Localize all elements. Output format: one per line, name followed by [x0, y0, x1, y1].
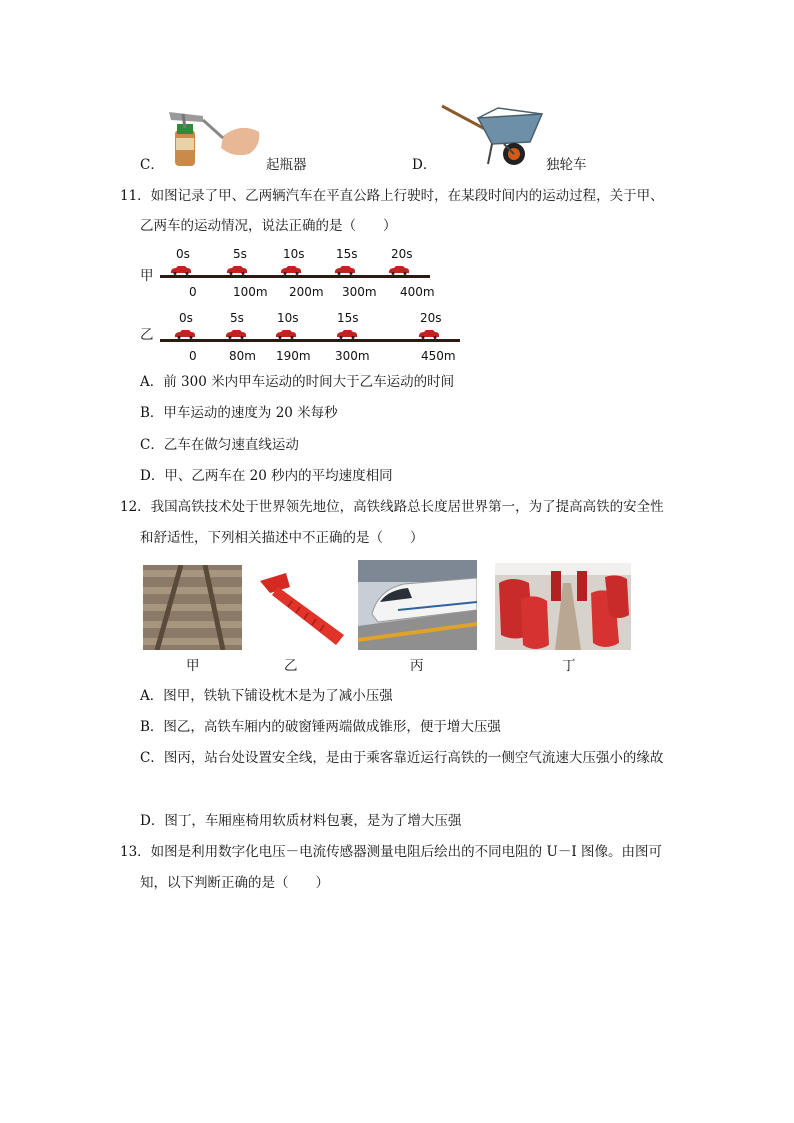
car-b-time-3: 15s [337, 311, 359, 325]
q12-caption-b: 乙 [284, 658, 298, 674]
car-a-label: 甲 [140, 268, 154, 284]
car-a-icon-3 [334, 265, 356, 275]
car-b-time-2: 10s [277, 311, 299, 325]
q11-stem-line2: 乙两车的运动情况，说法正确的是（ ） [140, 218, 397, 234]
car-b-icon-2 [275, 329, 297, 339]
q13-stem-line2: 知，以下判断正确的是（ ） [140, 875, 329, 891]
car-a-time-4: 20s [391, 247, 413, 261]
car-b-label: 乙 [140, 327, 154, 343]
car-b-dist-2: 190m [276, 349, 311, 363]
car-b-road [160, 339, 460, 342]
q12-caption-c: 丙 [410, 658, 424, 674]
train-seats-image [495, 563, 631, 650]
car-b-icon-4 [418, 329, 440, 339]
car-b-icon-3 [336, 329, 358, 339]
car-a-dist-3: 300m [342, 285, 377, 299]
car-b-time-0: 0s [179, 311, 193, 325]
q11-option-b: B．甲车运动的速度为 20 米每秒 [140, 405, 338, 421]
q12-caption-d: 丁 [562, 658, 576, 674]
car-b-icon-0 [174, 329, 196, 339]
car-b-dist-4: 450m [421, 349, 456, 363]
q11-option-c: C．乙车在做匀速直线运动 [140, 437, 299, 453]
bottle-opener-image [163, 108, 263, 168]
car-a-icon-4 [388, 265, 410, 275]
car-b-dist-0: 0 [189, 349, 197, 363]
q10-option-d-caption: 独轮车 [546, 157, 587, 173]
q12-stem-line1: 12．我国高铁技术处于世界领先地位，高铁线路总长度居世界第一，为了提高高铁的安全性 [120, 499, 664, 515]
q11-option-a: A．前 300 米内甲车运动的时间大于乙车运动的时间 [140, 374, 455, 390]
q11-stem-line1: 11．如图记录了甲、乙两辆汽车在平直公路上行驶时，在某段时间内的运动过程，关于甲、 [120, 188, 664, 204]
car-a-dist-1: 100m [233, 285, 268, 299]
wheelbarrow-image [438, 100, 546, 168]
car-a-time-1: 5s [233, 247, 247, 261]
q12-option-a: A．图甲，铁轨下铺设枕木是为了减小压强 [140, 688, 393, 704]
car-b-time-1: 5s [230, 311, 244, 325]
q12-option-c: C．图丙，站台处设置安全线，是由于乘客靠近运行高铁的一侧空气流速大压强小的缘故 [140, 750, 664, 766]
q11-option-d: D．甲、乙两车在 20 秒内的平均速度相同 [140, 468, 393, 484]
car-a-time-2: 10s [283, 247, 305, 261]
car-a-icon-2 [280, 265, 302, 275]
q12-caption-a: 甲 [186, 658, 200, 674]
high-speed-train-image [358, 560, 477, 650]
car-a-time-0: 0s [176, 247, 190, 261]
car-b-icon-1 [225, 329, 247, 339]
car-b-dist-1: 80m [229, 349, 256, 363]
q12-stem-line2: 和舒适性，下列相关描述中不正确的是（ ） [140, 530, 424, 546]
car-a-dist-4: 400m [400, 285, 435, 299]
q12-option-b: B．图乙，高铁车厢内的破窗锤两端做成锥形，便于增大压强 [140, 719, 501, 735]
q13-stem-line1: 13．如图是利用数字化电压－电流传感器测量电阻后绘出的不同电阻的 U－I 图像。由图可 [120, 844, 662, 860]
safety-hammer-image [256, 565, 350, 650]
q10-option-d-letter: D． [412, 157, 437, 173]
car-a-icon-0 [170, 265, 192, 275]
car-a-icon-1 [226, 265, 248, 275]
railway-track-image [143, 565, 242, 650]
car-a-dist-2: 200m [289, 285, 324, 299]
car-a-dist-0: 0 [189, 285, 197, 299]
car-b-time-4: 20s [420, 311, 442, 325]
q10-option-c-letter: C． [140, 157, 164, 173]
car-a-road [160, 275, 430, 278]
q10-option-c-caption: 起瓶器 [266, 157, 307, 173]
q12-option-d: D．图丁，车厢座椅用软质材料包裹，是为了增大压强 [140, 813, 462, 829]
car-a-time-3: 15s [336, 247, 358, 261]
car-b-dist-3: 300m [335, 349, 370, 363]
